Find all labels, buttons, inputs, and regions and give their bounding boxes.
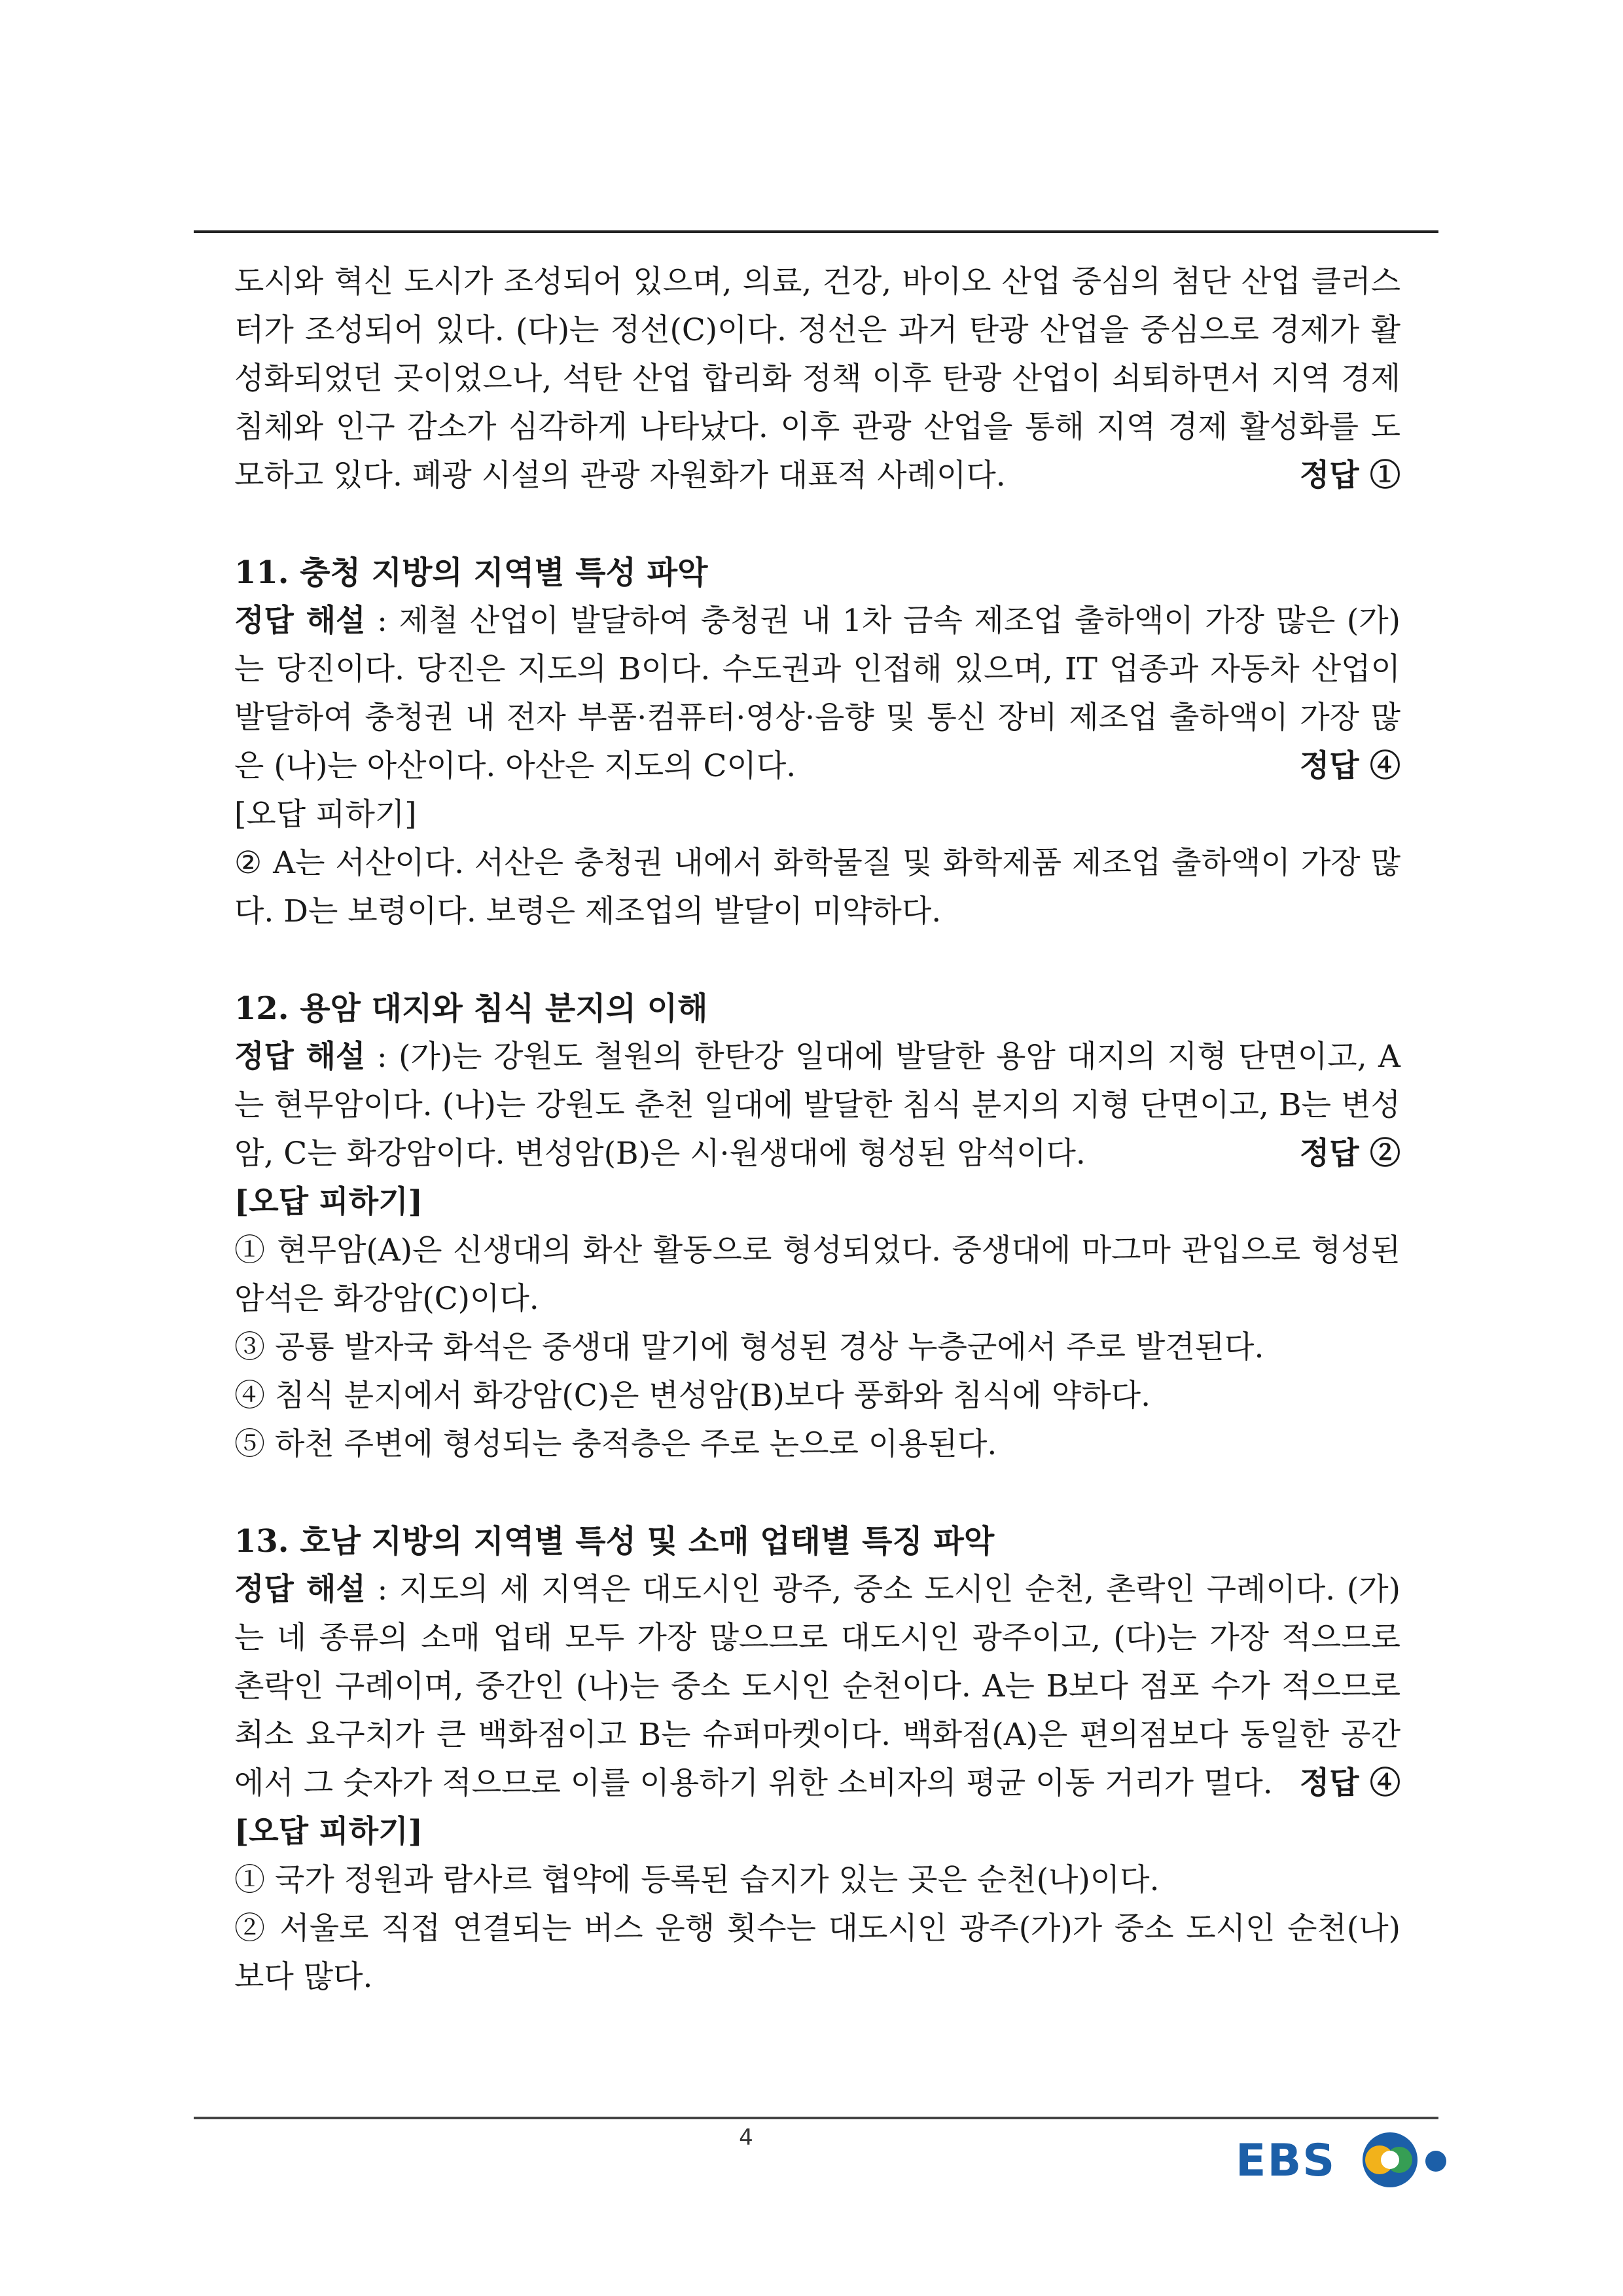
q11-heading: 11. 충청 지방의 지역별 특성 파악: [234, 554, 708, 591]
q11-wrong-item: ② A는 서산이다. 서산은 충청권 내에서 화학물질 및 화학제품 제조업 출하액이 가장 많다. D는 보령이다. 보령은 제조업의 발달이 미약하다.: [234, 845, 1400, 929]
q12-wrong-item: ④ 침식 분지에서 화강암(C)은 변성암(B)보다 풍화와 침식에 약하다.: [234, 1378, 1151, 1414]
q12-wrong-heading: [오답 피하기]: [234, 1184, 423, 1220]
q13-heading: 13. 호남 지방의 지역별 특성 및 소매 업태별 특징 파악: [234, 1523, 995, 1560]
q13-wrong-item: ② 서울로 직접 연결되는 버스 운행 횟수는 대도시인 광주(가)가 중소 도시인 순천(나)보다 많다.: [234, 1910, 1400, 1995]
document-body: [234, 258, 1400, 2001]
q12-wrong-item: ⑤ 하천 주변에 형성되는 충적층은 주로 논으로 이용된다.: [234, 1426, 997, 1462]
q12-explanation: [234, 1033, 1400, 1178]
q12-answer: 정답 ②: [1299, 1136, 1400, 1172]
q13-wrong-heading: [오답 피하기]: [234, 1814, 423, 1850]
q13-explanation: [234, 1566, 1400, 1808]
q12-wrong-item: ① 현무암(A)은 신생대의 화산 활동으로 형성되었다. 중생대에 마그마 관입으로 형성된 암석은 화강암(C)이다.: [234, 1232, 1400, 1317]
q11-explanation: [234, 597, 1400, 791]
ebs-logo-text: EBS: [1236, 2135, 1336, 2187]
header-rule: [194, 230, 1438, 233]
q13-label: 정답 해설: [234, 1571, 366, 1607]
ebs-logo: [1236, 2123, 1458, 2195]
q12-wrong-item: ③ 공룡 발자국 화석은 중생대 말기에 형성된 경상 누층군에서 주로 발견된다.: [234, 1329, 1264, 1365]
intro-answer: 정답 ①: [1299, 457, 1400, 493]
q13-text: : 지도의 세 지역은 대도시인 광주, 중소 도시인 순천, 촌락인 구례이다. (가)는 네 종류의 소매 업태 모두 가장 많으므로 대도시인 광주이고, (다)는 가장 적으므로 촌락인 구례이며, 중간인 (나)는 중소 도시인 순천이다. A는 B보다 점포 수가 적으므로 최소 요구치가 큰 백화점이고 B는 슈퍼마켓이다. 백화점(A)은 편의점보다 동일한 공간에서 그 숫자가 적으므로 이를 이용하기 위한 소비자의 평균 이동 거리가 멀다.: [234, 1571, 1400, 1801]
q12-text: : (가)는 강원도 철원의 한탄강 일대에 발달한 용암 대지의 지형 단면이고, A는 현무암이다. (나)는 강원도 춘천 일대에 발달한 침식 분지의 지형 단면이고, B는 변성암, C는 화강암이다. 변성암(B)은 시·원생대에 형성된 암석이다.: [234, 1039, 1400, 1172]
page-number: 4: [739, 2125, 753, 2151]
q11-wrong-heading: [오답 피하기]: [234, 797, 417, 833]
q12-heading: 12. 용암 대지와 침식 분지의 이해: [234, 990, 708, 1027]
q12-label: 정답 해설: [234, 1039, 366, 1075]
q11-text: : 제철 산업이 발달하여 충청권 내 1차 금속 제조업 출하액이 가장 많은 (가)는 당진이다. 당진은 지도의 B이다. 수도권과 인접해 있으며, IT 업종과 자동차 산업이 발달하여 충청권 내 전자 부품·컴퓨터·영상·음향 및 통신 장비 제조업 출하액이 가장 많은 (나)는 아산이다. 아산은 지도의 C이다.: [234, 603, 1400, 784]
q13-wrong-item: ① 국가 정원과 람사르 협약에 등록된 습지가 있는 곳은 순천(나)이다.: [234, 1862, 1160, 1898]
q13-answer: 정답 ④: [1299, 1765, 1400, 1801]
footer-rule: [194, 2117, 1438, 2119]
q11-label: 정답 해설: [234, 603, 366, 639]
q11-answer: 정답 ④: [1299, 748, 1400, 784]
ebs-logo-mark-icon: [1236, 2123, 1458, 2195]
intro-text: 도시와 혁신 도시가 조성되어 있으며, 의료, 건강, 바이오 산업 중심의 첨단 산업 클러스터가 조성되어 있다. (다)는 정선(C)이다. 정선은 과거 탄광 산업을 중심으로 경제가 활성화되었던 곳이었으나, 석탄 산업 합리화 정책 이후 탄광 산업이 쇠퇴하면서 지역 경제 침체와 인구 감소가 심각하게 나타났다. 이후 관광 산업을 통해 지역 경제 활성화를 도모하고 있다. 폐광 시설의 관광 자원화가 대표적 사례이다.: [234, 264, 1400, 493]
intro-paragraph: [234, 258, 1400, 500]
